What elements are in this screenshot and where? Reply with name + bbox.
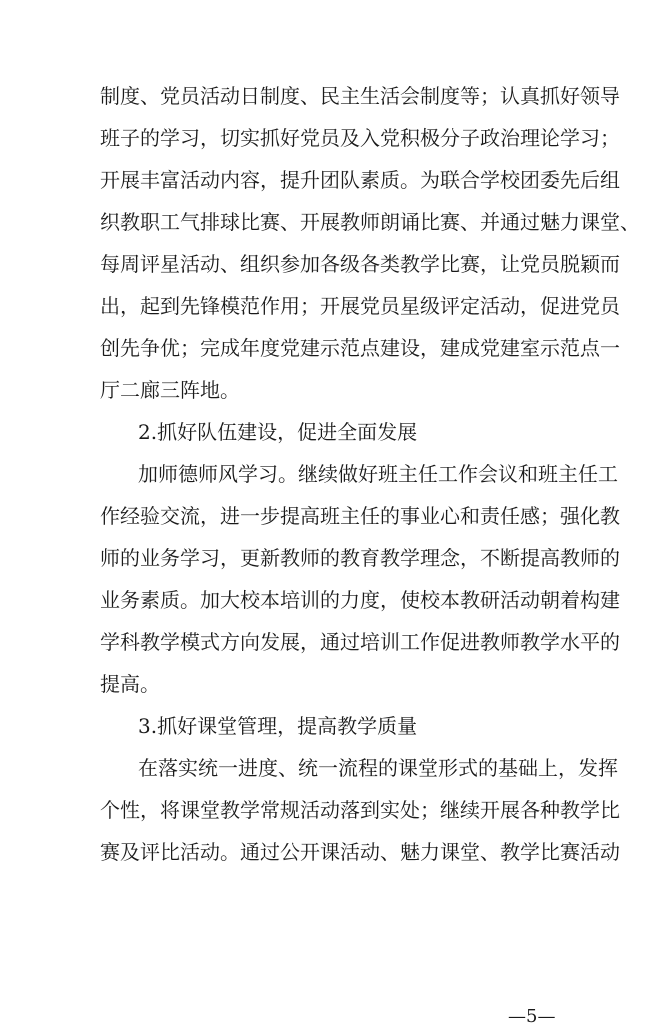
text-line-14: 学科教学模式方向发展，通过培训工作促进教师教学水平的 xyxy=(100,630,620,654)
text-line-6: 出，起到先锋模范作用；开展党员星级评定活动，促进党员 xyxy=(100,294,620,318)
text-line-10: 加师德师风学习。继续做好班主任工作会议和班主任工 xyxy=(138,462,618,486)
text-line-18: 个性，将课堂教学常规活动落到实处；继续开展各种教学比 xyxy=(100,798,620,822)
text-line-5: 每周评星活动、组织参加各级各类教学比赛，让党员脱颖而 xyxy=(100,252,620,276)
text-line-12: 师的业务学习，更新教师的教育教学理念，不断提高教师的 xyxy=(100,546,620,570)
section-heading-2: 2.抓好队伍建设，促进全面发展 xyxy=(138,420,418,444)
text-line-1: 制度、党员活动日制度、民主生活会制度等；认真抓好领导 xyxy=(100,84,620,108)
page-number: —5— xyxy=(508,1006,556,1027)
text-line-2: 班子的学习，切实抓好党员及入党积极分子政治理论学习； xyxy=(100,126,620,150)
text-line-8: 厅二廊三阵地。 xyxy=(100,378,240,402)
text-line-19: 赛及评比活动。通过公开课活动、魅力课堂、教学比赛活动 xyxy=(100,840,620,864)
text-line-4: 织教职工气排球比赛、开展教师朗诵比赛、并通过魅力课堂、 xyxy=(100,210,640,234)
text-line-17: 在落实统一进度、统一流程的课堂形式的基础上，发挥 xyxy=(138,756,618,780)
section-heading-3: 3.抓好课堂管理，提高教学质量 xyxy=(138,714,418,738)
text-line-13: 业务素质。加大校本培训的力度，使校本教研活动朝着构建 xyxy=(100,588,620,612)
text-line-11: 作经验交流，进一步提高班主任的事业心和责任感；强化教 xyxy=(100,504,620,528)
text-line-3: 开展丰富活动内容，提升团队素质。为联合学校团委先后组 xyxy=(100,168,620,192)
text-line-7: 创先争优；完成年度党建示范点建设，建成党建室示范点一 xyxy=(100,336,620,360)
text-line-15: 提高。 xyxy=(100,672,160,696)
